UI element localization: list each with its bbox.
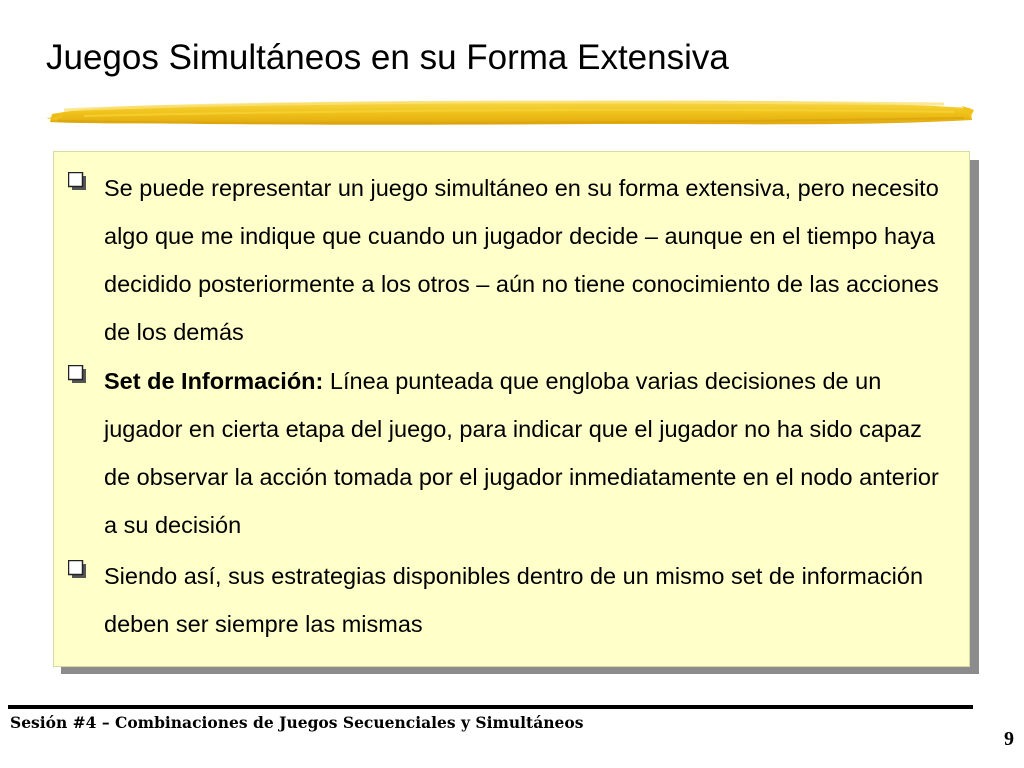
page-number: 9: [1004, 728, 1014, 750]
bullet-bold: Set de Información:: [104, 368, 324, 394]
bullet-text: [104, 357, 954, 549]
slide-title: Juegos Simultáneos en su Forma Extensiva: [46, 38, 729, 77]
bullet-text: [104, 164, 954, 356]
bullet-body: Línea punteada que engloba varias decisiones de un jugador en cierta etapa del juego, para indicar que el jugador no ha sido capaz de observar la acción tomada por el jugador inmediatamente en el nodo anterior a su decisión: [104, 368, 939, 538]
bullet-body: Se puede representar un juego simultáneo en su forma extensiva, pero necesito algo que me indique que cuando un jugador decide – aunque en el tiempo haya decidido posteriormente a los otros – aún no tiene conocimiento de las acciones de los demás: [104, 175, 939, 345]
checkbox-square-icon: [68, 172, 86, 190]
footer-divider: [8, 705, 973, 709]
bullet-body: Siendo así, sus estrategias disponibles dentro de un mismo set de información deben ser siempre las mismas: [104, 563, 924, 637]
footer-session-title: Sesión #4 – Combinaciones de Juegos Secuenciales y Simultáneos: [10, 713, 584, 732]
bullet-text: [104, 552, 954, 648]
content-box: [53, 151, 970, 667]
checkbox-square-icon: [68, 365, 86, 383]
title-underline-brush: [44, 92, 976, 138]
checkbox-square-icon: [68, 560, 86, 578]
